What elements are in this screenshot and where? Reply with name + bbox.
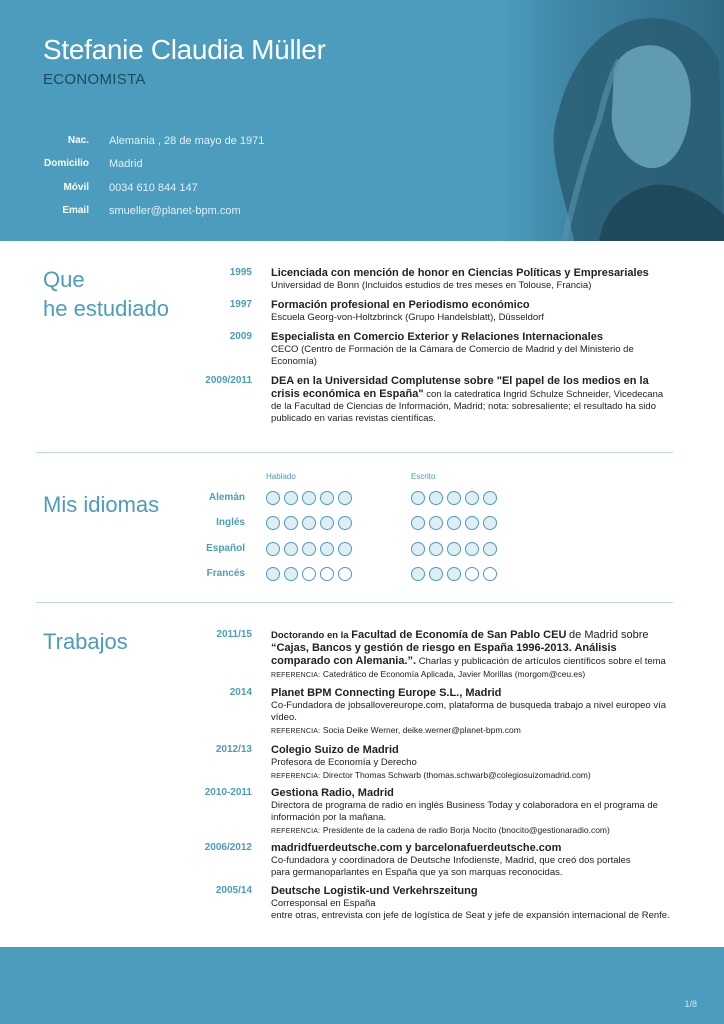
rating-dot [447,567,461,581]
education-title-line1: Que [43,267,85,292]
entry-year: 2012/13 [215,744,252,755]
rating-dot [284,491,298,505]
entry-text [271,885,681,922]
entry-detail: Directora de programa de radio en inglés Business Today y colaboradora en el programa de información por la mañana. [271,800,658,823]
entry-title: madridfuerdeutsche.com y barcelonafuerdeutsche.com [271,842,562,854]
entry-year: 2006/2012 [204,842,252,853]
header-banner [0,0,724,241]
entry-detail: Escuela Georg-von-Holtzbrinck (Grupo Handelsblatt), Düsseldorf [271,312,544,323]
rating-dot [320,567,334,581]
rating-dot [266,567,280,581]
rating-dot [266,516,280,530]
entry-title: DEA en la Universidad Complutense sobre "El papel de los medios en la crisis económica en España" [271,375,649,400]
rating-dot [465,491,479,505]
rating-dot [302,491,316,505]
entry-detail: Co-Fundadora de jobsallovereurope.com, plataforma de busqueda trabajo a nivel europeo vía vídeo. [271,700,667,723]
rating-dot [429,567,443,581]
rating-dot [338,567,352,581]
entry-title: Especialista en Comercio Exterior y Relaciones Internacionales [271,331,603,343]
entry-detail: Charlas y publicación de artículos científicos sobre el tema [418,656,666,667]
entry-title: Colegio Suizo de Madrid [271,744,399,756]
entry-text [271,687,681,738]
ref-text: Catedrático de Economía Aplicada, Javier Morillas (morgom@ceu.es) [322,669,586,679]
entry-year: 2011/15 [216,629,252,640]
entry-year: 2014 [229,687,252,698]
entry-year: 2009 [229,331,252,342]
rating-dot [302,542,316,556]
rating-dot [266,542,280,556]
entry-detail: Corresponsal en España [271,898,376,909]
entry-title: Planet BPM Connecting Europe S.L., Madrid [271,687,502,699]
info-label: Móvil [63,182,89,193]
rating-dot [266,491,280,505]
section-divider [36,602,673,603]
rating-dot [447,491,461,505]
rating-spoken [266,542,352,556]
email-link[interactable]: smueller@planet-bpm.com [109,205,241,217]
rating-dot [411,542,425,556]
rating-dot [429,491,443,505]
rating-dot [284,516,298,530]
entry-title: Facultad de Economía de San Pablo CEU [351,629,567,641]
info-value: Alemania , 28 de mayo de 1971 [109,135,265,147]
rating-written [411,542,497,556]
entry-year: 2009/2011 [205,375,252,386]
ref-label: REFERENCIA: [271,828,321,835]
info-label: Domicilio [43,158,89,169]
page-number: 1/8 [684,999,697,1009]
info-value: 0034 610 844 147 [109,182,198,194]
languages-title: Mis idiomas [43,492,160,517]
entry-pre: Doctorando en la [271,630,349,641]
language-name: Inglés [216,517,245,528]
rating-dot [411,491,425,505]
rating-dot [483,542,497,556]
entry-text [271,267,681,292]
ref-label: REFERENCIA: [271,672,321,679]
education-title-line2: he estudiado [43,296,169,321]
education-title [43,265,169,323]
rating-dot [320,542,334,556]
rating-dot [483,567,497,581]
rating-dot [447,516,461,530]
rating-dot [411,516,425,530]
ref-label: REFERENCIA: [271,728,321,735]
ref-text: Socia Deike Werner, deike.werner@planet-bpm.com [322,725,521,735]
rating-dot [320,491,334,505]
rating-dot [465,542,479,556]
rating-dot [320,516,334,530]
entry-detail: Universidad de Bonn (Incluidos estudios de tres meses en Tolouse, Francia) [271,280,592,291]
info-label: Nac. [67,135,89,146]
entry-year: 2010-2011 [204,787,252,798]
entry-text [271,299,681,324]
footer-banner [0,947,724,1024]
rating-dot [338,542,352,556]
entry-mid: de Madrid sobre [569,629,649,641]
rating-dot [338,516,352,530]
rating-spoken [266,491,352,505]
entry-year: 2005/14 [215,885,252,896]
rating-spoken [266,516,352,530]
rating-dot [284,567,298,581]
ref-text: Presidente de la cadena de radio Borja Nocito (bnocito@gestionaradio.com) [322,825,610,835]
entry-text [271,629,676,682]
rating-spoken [266,567,352,581]
rating-dot [302,567,316,581]
rating-written [411,491,497,505]
spoken-header: Hablado [266,472,296,481]
entry-title2: “Cajas, Bancos y gestión de riesgo en España 1996-2013. Análisis comparado con Alemania.”. [271,642,617,667]
entry-text [271,842,651,879]
entry-text [271,331,661,368]
ref-text: Director Thomas Schwarb (thomas.schwarb@colegiosuizomadrid.com) [322,770,591,780]
jobs-title: Trabajos [43,629,128,654]
rating-dot [302,516,316,530]
info-label: Email [62,205,89,216]
written-header: Escrito [411,472,436,481]
language-name: Alemán [208,492,245,503]
person-name: Stefanie Claudia Müller [43,34,326,65]
entry-detail: Co-fundadora y coordinadora de Deutsche Infodienste, Madrid, que creó dos portales para germanoparlantes en España que ya son marquas reconocidas. [271,855,631,878]
entry-title: Formación profesional en Periodismo económico [271,299,530,311]
rating-dot [429,516,443,530]
entry-title: Gestiona Radio, Madrid [271,787,394,799]
entry-detail: con la catedratica Ingrid Schulze Schneider, Vicedecana de la Facultad de Ciencias de Información, Madrid; nota: sobresaliente; el resultado ha sido publicado en varias revistas científicas. [271,389,664,424]
rating-dot [338,491,352,505]
rating-dot [465,516,479,530]
rating-written [411,516,497,530]
entry-title: Licenciada con mención de honor en Ciencias Políticas y Empresariales [271,267,649,279]
entry-detail: CECO (Centro de Formación de la Cámara de Comercio de Madrid y del Ministerio de Economía) [271,344,634,367]
language-name: Español [206,543,245,554]
entry-detail2: entre otras, entrevista con jefe de logística de Seat y jefe de expansión internacional de Renfe. [271,910,670,921]
rating-dot [411,567,425,581]
person-role: ECONOMISTA [43,71,146,88]
entry-text [271,787,681,838]
language-name: Francés [206,568,245,579]
ref-label: REFERENCIA: [271,773,321,780]
entry-text [271,375,671,425]
rating-dot [483,516,497,530]
rating-written [411,567,497,581]
rating-dot [465,567,479,581]
info-value: Madrid [109,158,143,170]
rating-dot [429,542,443,556]
entry-text [271,744,681,783]
entry-title: Deutsche Logistik-und Verkehrszeitung [271,885,478,897]
entry-year: 1997 [229,299,252,310]
section-divider [36,452,673,453]
rating-dot [284,542,298,556]
rating-dot [447,542,461,556]
entry-detail: Profesora de Economía y Derecho [271,757,417,768]
rating-dot [483,491,497,505]
profile-photo [504,0,724,241]
entry-year: 1995 [229,267,252,278]
